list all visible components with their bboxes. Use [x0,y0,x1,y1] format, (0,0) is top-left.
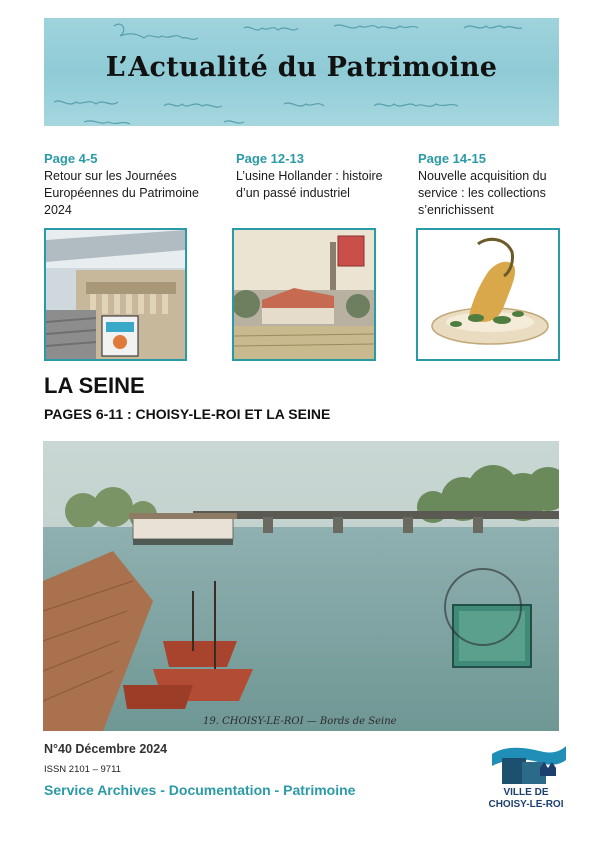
teaser-description: Nouvelle acquisition du service : les collections s’enrichissent [418,169,547,217]
thumbnail-usine-hollander[interactable] [232,228,376,361]
postcard-caption: 19. CHOISY-LE-ROI — Bords de Seine [203,716,397,727]
teaser-nouvelle-acquisition[interactable] [418,151,578,219]
teaser-description: L’usine Hollander : histoire d’un passé industriel [236,169,383,200]
issn-number: ISSN 2101 – 9711 [44,764,121,775]
issue-number: N°40 Décembre 2024 [44,742,168,756]
thumbnail-journees-patrimoine[interactable] [44,228,187,361]
teaser-description: Retour sur les Journées Européennes du Patrimoine 2024 [44,169,199,217]
logo-line-2: CHOISY-LE-ROI [488,799,564,810]
logo-line-1: VILLE DE [503,787,549,798]
service-name: Service Archives - Documentation - Patrimoine [44,782,356,798]
teaser-journees-patrimoine[interactable] [44,151,204,219]
main-photo-postcard[interactable] [43,441,559,731]
section-subtitle: PAGES 6-11 : CHOISY-LE-ROI ET LA SEINE [44,406,331,422]
teaser-page-number: Page 12-13 [236,151,304,166]
teaser-usine-hollander[interactable] [236,151,396,202]
section-title: LA SEINE [44,373,145,398]
logo-wordmark [478,787,574,811]
masthead-title: L’Actualité du Patrimoine [105,52,498,83]
thumbnail-nouvelle-acquisition[interactable] [416,228,560,361]
teaser-page-number: Page 14-15 [418,151,486,166]
masthead-banner [44,18,559,126]
teaser-page-number: Page 4-5 [44,151,98,166]
